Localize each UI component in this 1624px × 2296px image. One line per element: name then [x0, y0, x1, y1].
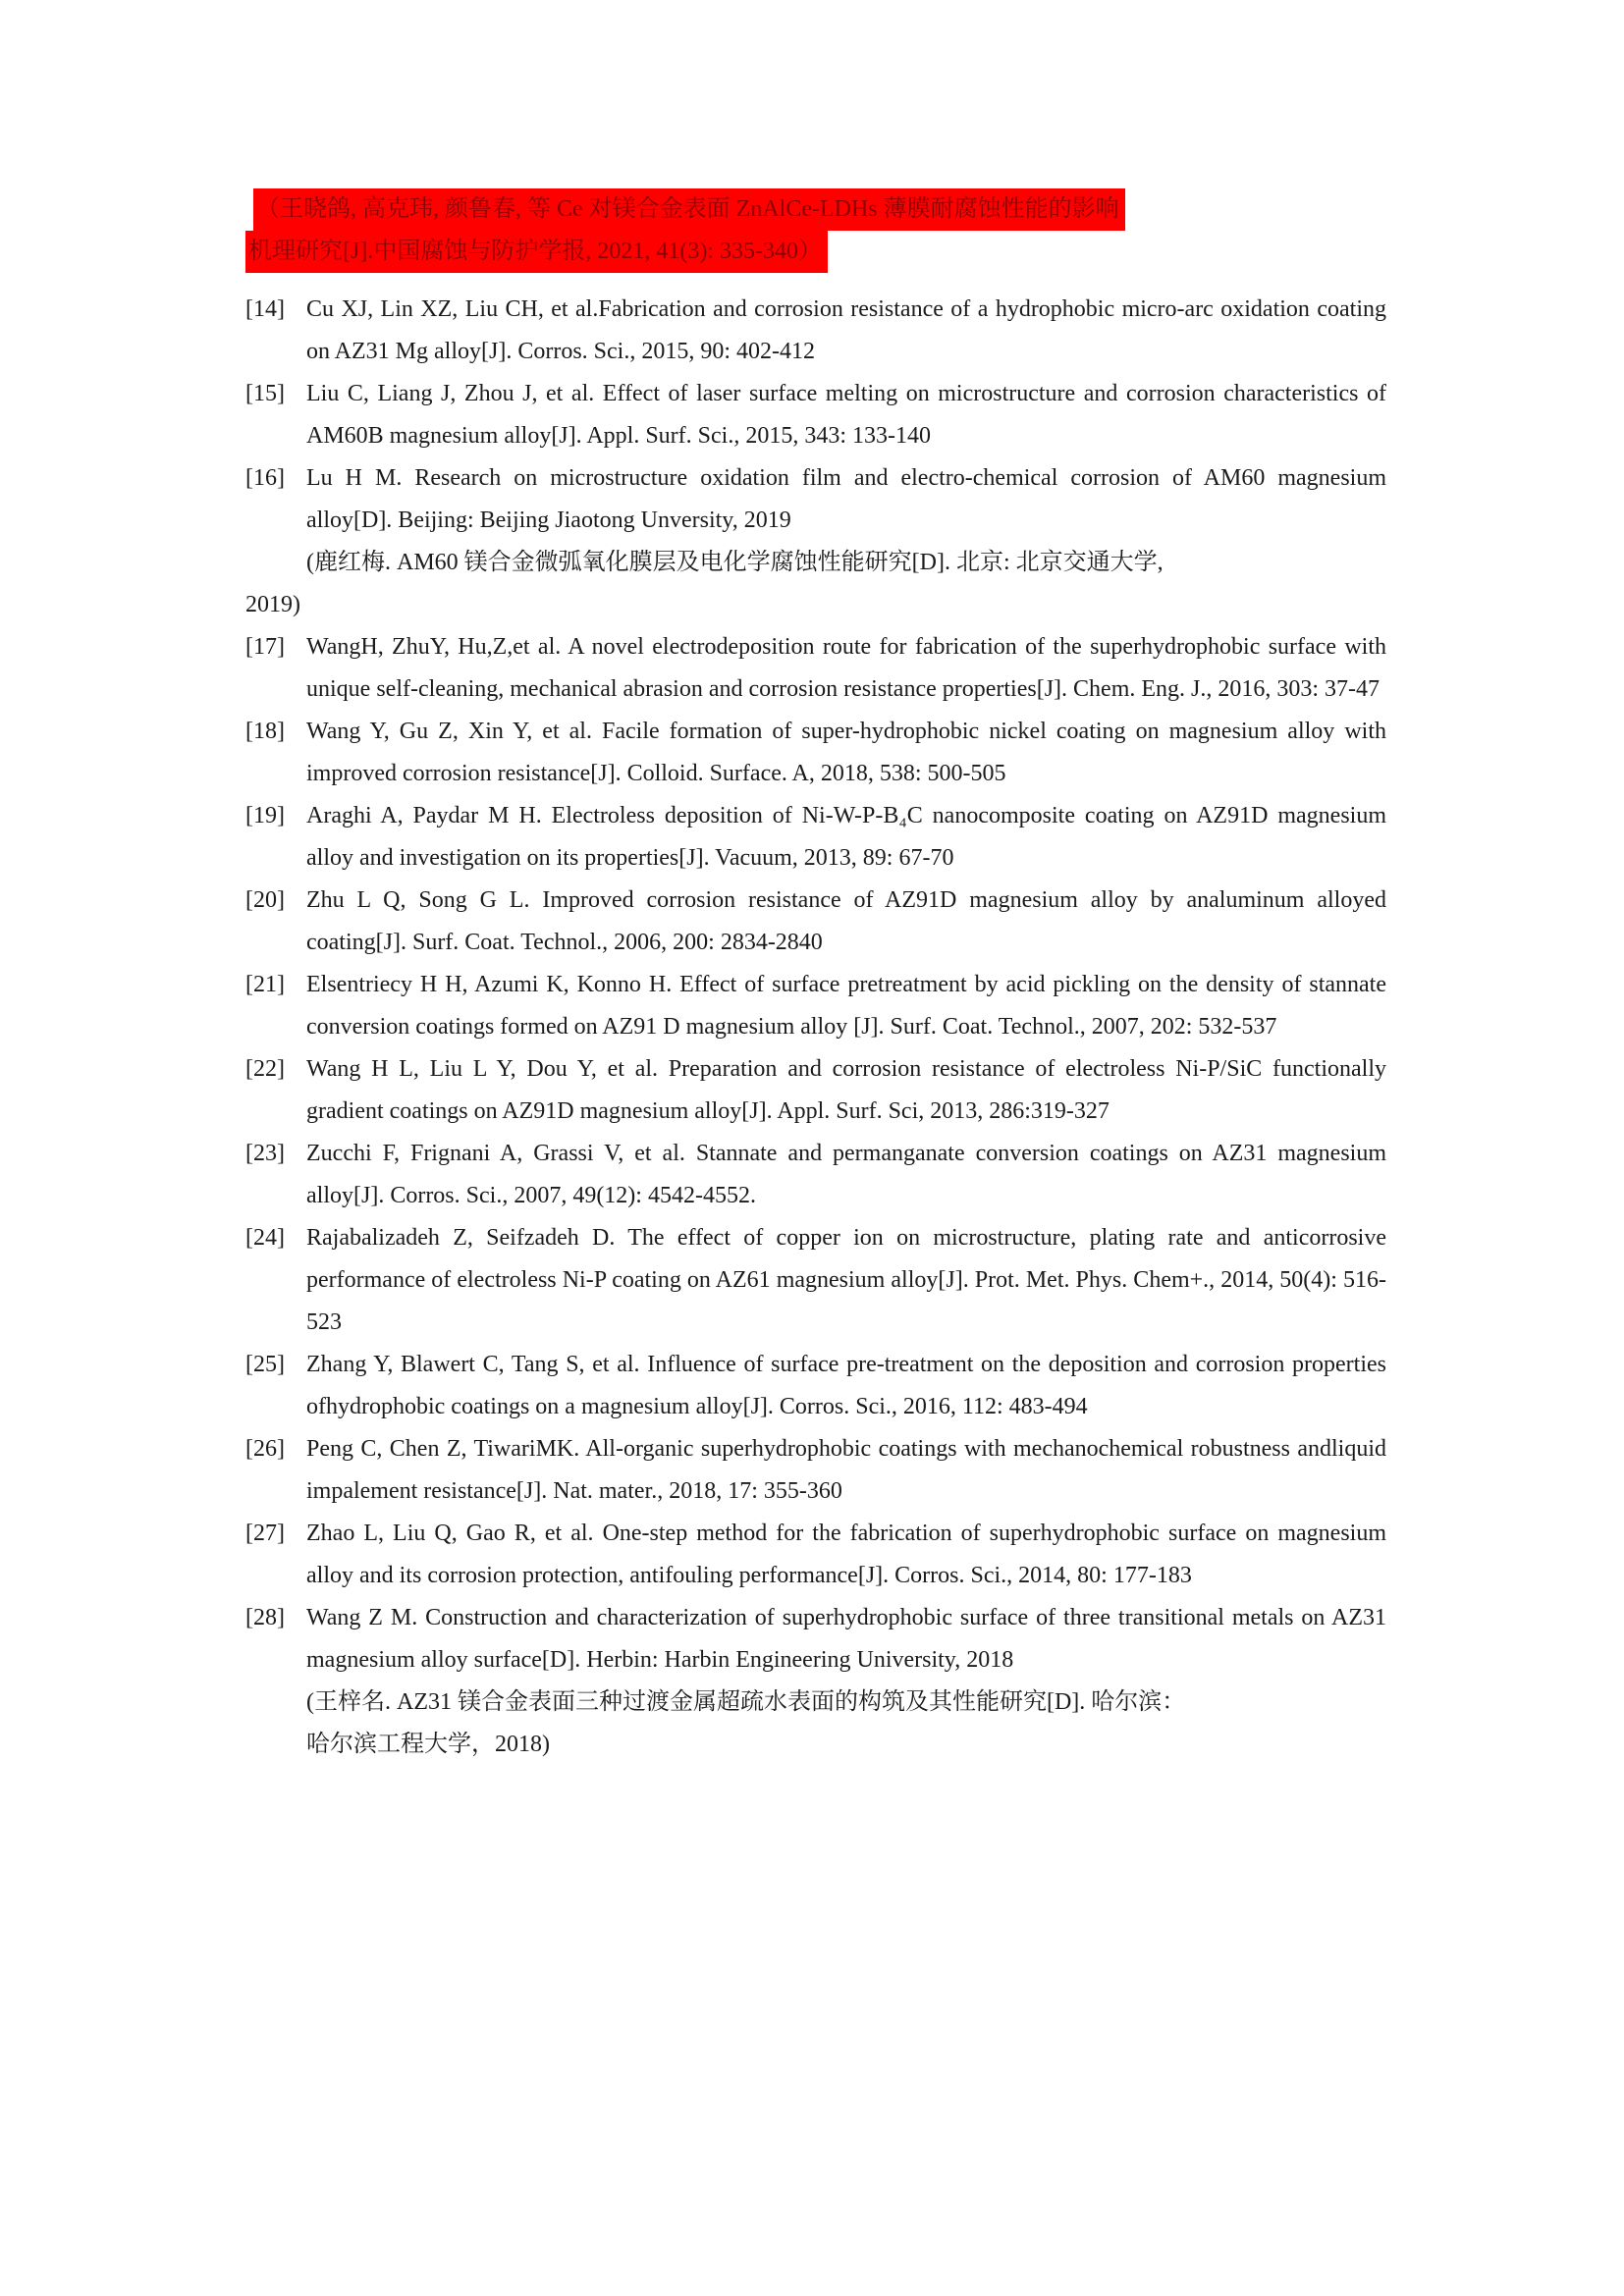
reference-text: Cu XJ, Lin XZ, Liu CH, et al.Fabrication and corrosion resistance of a hydrophobic micro-arc oxidation coating on AZ31 Mg alloy[J]. Corros. Sci., 2015, 90: 402-412 — [306, 296, 1386, 364]
reference-entry — [245, 1048, 1386, 1133]
reference-number: [23] — [245, 1141, 285, 1166]
reference-entry — [245, 1344, 1386, 1428]
reference-entry — [245, 289, 1386, 373]
reference-number: [20] — [245, 887, 285, 913]
reference-entry — [245, 373, 1386, 457]
reference-note-line: 2019) — [245, 592, 300, 617]
reference-text: Rajabalizadeh Z, Seifzadeh D. The effect of copper ion on microstructure, plating rate and anticorrosive performance of electroless Ni-P coating on AZ61 magnesium alloy[J]. Prot. Met. Phys. Chem+., 2014, 50(4): 516-523 — [306, 1225, 1386, 1335]
reference-entry — [245, 795, 1386, 880]
reference-text: WangH, ZhuY, Hu,Z,et al. A novel electrodeposition route for fabrication of the superhydrophobic surface with unique self-cleaning, mechanical abrasion and corrosion resistance properties[J]. Chem. Eng. J., 2016, 303: 37-47 — [306, 634, 1386, 702]
reference-number: [21] — [245, 972, 285, 997]
reference-entry — [245, 1217, 1386, 1344]
highlight-line-2: 机理研究[J].中国腐蚀与防护学报, 2021, 41(3): 335-340） — [245, 231, 828, 273]
reference-entry — [245, 1133, 1386, 1217]
reference-text: Zucchi F, Frignani A, Grassi V, et al. Stannate and permanganate conversion coatings on AZ31 magnesium alloy[J]. Corros. Sci., 2007, 49(12): 4542-4552. — [306, 1141, 1386, 1208]
reference-number: [19] — [245, 803, 285, 828]
reference-text: Zhang Y, Blawert C, Tang S, et al. Influence of surface pre-treatment on the deposition and corrosion properties ofhydrophobic coatings on a magnesium alloy[J]. Corros. Sci., 2016, 112: 483-494 — [306, 1352, 1386, 1419]
reference-text: Peng C, Chen Z, TiwariMK. All-organic superhydrophobic coatings with mechanochemical robustness andliquid impalement resistance[J]. Nat. mater., 2018, 17: 355-360 — [306, 1436, 1386, 1504]
reference-number: [28] — [245, 1605, 285, 1630]
reference-number: [17] — [245, 634, 285, 660]
reference-entry — [245, 1597, 1386, 1766]
reference-entry — [245, 964, 1386, 1048]
reference-entry — [245, 457, 1386, 626]
highlight-line-1: （王晓鸽, 高克玮, 颜鲁春, 等 Ce 对镁合金表面 ZnAlCe-LDHs 薄膜耐腐蚀性能的影响 — [253, 188, 1125, 231]
reference-note-line: 哈尔滨工程大学，2018) — [306, 1732, 550, 1757]
reference-entry — [245, 626, 1386, 711]
reference-text: Zhao L, Liu Q, Gao R, et al. One-step method for the fabrication of superhydrophobic surface on magnesium alloy and its corrosion protection, antifouling performance[J]. Corros. Sci., 2014, 80: 177-183 — [306, 1521, 1386, 1588]
reference-text: Wang Z M. Construction and characterization of superhydrophobic surface of three transitional metals on AZ31 magnesium alloy surface[D]. Herbin: Harbin Engineering University, 2018 — [306, 1605, 1386, 1673]
reference-text: Lu H M. Research on microstructure oxidation film and electro-chemical corrosion of AM60 magnesium alloy[D]. Beijing: Beijing Jiaotong Unversity, 2019 — [306, 465, 1386, 533]
reference-text: Araghi A, Paydar M H. Electroless deposition of Ni-W-P-B₄C nanocomposite coating on AZ91D magnesium alloy and investigation on its properties[J]. Vacuum, 2013, 89: 67-70 — [306, 803, 1386, 871]
reference-note-line: (王梓名. AZ31 镁合金表面三种过渡金属超疏水表面的构筑及其性能研究[D]. 哈尔滨： — [306, 1689, 1186, 1715]
reference-number: [25] — [245, 1352, 285, 1377]
reference-entry — [245, 1428, 1386, 1513]
reference-number: [26] — [245, 1436, 285, 1462]
reference-number: [16] — [245, 465, 285, 491]
reference-notes — [245, 542, 1386, 626]
reference-notes — [306, 1682, 1386, 1766]
reference-entry — [245, 1513, 1386, 1597]
reference-number: [14] — [245, 296, 285, 322]
reference-number: [27] — [245, 1521, 285, 1546]
reference-note-line: (鹿红梅. AM60 镁合金微弧氧化膜层及电化学腐蚀性能研究[D]. 北京: 北京交通大学, — [306, 550, 1164, 575]
reference-text: Zhu L Q, Song G L. Improved corrosion resistance of AZ91D magnesium alloy by analuminum alloyed coating[J]. Surf. Coat. Technol., 2006, 200: 2834-2840 — [306, 887, 1386, 955]
reference-text: Wang H L, Liu L Y, Dou Y, et al. Preparation and corrosion resistance of electroless Ni-P/SiC functionally gradient coatings on AZ91D magnesium alloy[J]. Appl. Surf. Sci, 2013, 286:319-327 — [306, 1056, 1386, 1124]
reference-text: Elsentriecy H H, Azumi K, Konno H. Effect of surface pretreatment by acid pickling on the density of stannate conversion coatings formed on AZ91 D magnesium alloy [J]. Surf. Coat. Technol., 2007, 202: 532-537 — [306, 972, 1386, 1040]
reference-entry — [245, 711, 1386, 795]
reference-number: [15] — [245, 381, 285, 406]
reference-text: Wang Y, Gu Z, Xin Y, et al. Facile formation of super-hydrophobic nickel coating on magnesium alloy with improved corrosion resistance[J]. Colloid. Surface. A, 2018, 538: 500-505 — [306, 719, 1386, 786]
references-list — [245, 289, 1386, 1766]
highlighted-citation — [245, 188, 1386, 273]
reference-number: [22] — [245, 1056, 285, 1082]
reference-number: [24] — [245, 1225, 285, 1251]
reference-entry — [245, 880, 1386, 964]
reference-number: [18] — [245, 719, 285, 744]
reference-text: Liu C, Liang J, Zhou J, et al. Effect of laser surface melting on microstructure and corrosion characteristics of AM60B magnesium alloy[J]. Appl. Surf. Sci., 2015, 343: 133-140 — [306, 381, 1386, 449]
